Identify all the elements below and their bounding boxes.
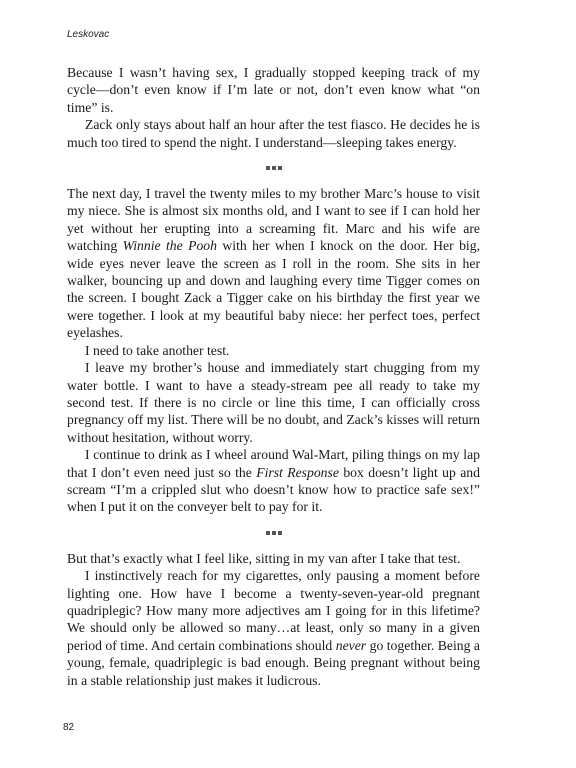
paragraph: Zack only stays about half an hour after the test fiasco. He decides he is much too tired to spend the night. I understand—sleeping takes energy. — [67, 117, 480, 150]
running-head: Leskovac — [67, 29, 110, 40]
ornament-square — [266, 531, 270, 535]
paragraph — [67, 185, 480, 342]
text-run: The next day, I travel the twenty miles to my brother Marc’s house to visit my niece. She is almost six months old, and I want to see if I can hold her yet without her erupting into a screaming fit. Marc and his wife are watching — [67, 186, 480, 254]
emphasis: never — [335, 637, 367, 653]
ornament-square — [278, 531, 282, 535]
text-run: I instinctively reach for my cigarettes, only pausing a moment before lighting one. How have I become a twenty-seven-year-old pregnant quadriplegic? How many more adjectives am I going for in this lifetime? We should only be allowed so many…at least, only so many in a given period of time. And certain combinations should — [67, 568, 480, 653]
body-text — [67, 64, 480, 689]
paragraph: I leave my brother’s house and immediately start chugging from my water bottle. I want to have a steady-stream pee all ready to take my second test. If there is no circle or line this time, I can officially cross pregnancy off my list. There will be no doubt, and Zack’s kisses will return without hesitation, without worry. — [67, 360, 480, 445]
ornament-square — [272, 166, 276, 170]
ornament-square — [272, 531, 276, 535]
book-title: Winnie the Pooh — [122, 238, 217, 254]
text-run: with her when I knock on the door. Her big, wide eyes never leave the screen as I roll in the room. She sits in her walker, bouncing up and down and laughing every time Tigger comes on the screen. I bought Zack a Tigger cake on his birthday the first year we were together. I look at my beautiful baby niece: her perfect toes, perfect eyelashes. — [67, 238, 480, 341]
paragraph: Because I wasn’t having sex, I gradually stopped keeping track of my cycle—don’t even know if I’m late or not, don’t even know what “on time” is. — [67, 65, 480, 115]
ornament-square — [266, 166, 270, 170]
paragraph: I need to take another test. — [85, 342, 230, 358]
page-number: 82 — [63, 722, 75, 733]
text-run: go together. Being a young, female, quadriplegic is bad enough. Being pregnant without being in a stable relationship just makes it ludicrous. — [67, 637, 480, 688]
ornament-square — [278, 166, 282, 170]
text-run: box doesn’t light up and scream “I’m a crippled slut who doesn’t know how to practice safe sex!” when I put it on the conveyer belt to pay for it. — [67, 464, 480, 515]
text-run: I continue to drink as I wheel around Wal-Mart, piling things on my lap that I don’t even need just so the — [67, 447, 480, 480]
paragraph — [67, 567, 480, 689]
section-break-ornament — [67, 151, 480, 185]
paragraph: But that’s exactly what I feel like, sitting in my van after I take that test. — [67, 550, 461, 566]
section-break-ornament — [67, 516, 480, 550]
paragraph — [67, 446, 480, 516]
product-name: First Response — [256, 464, 339, 480]
